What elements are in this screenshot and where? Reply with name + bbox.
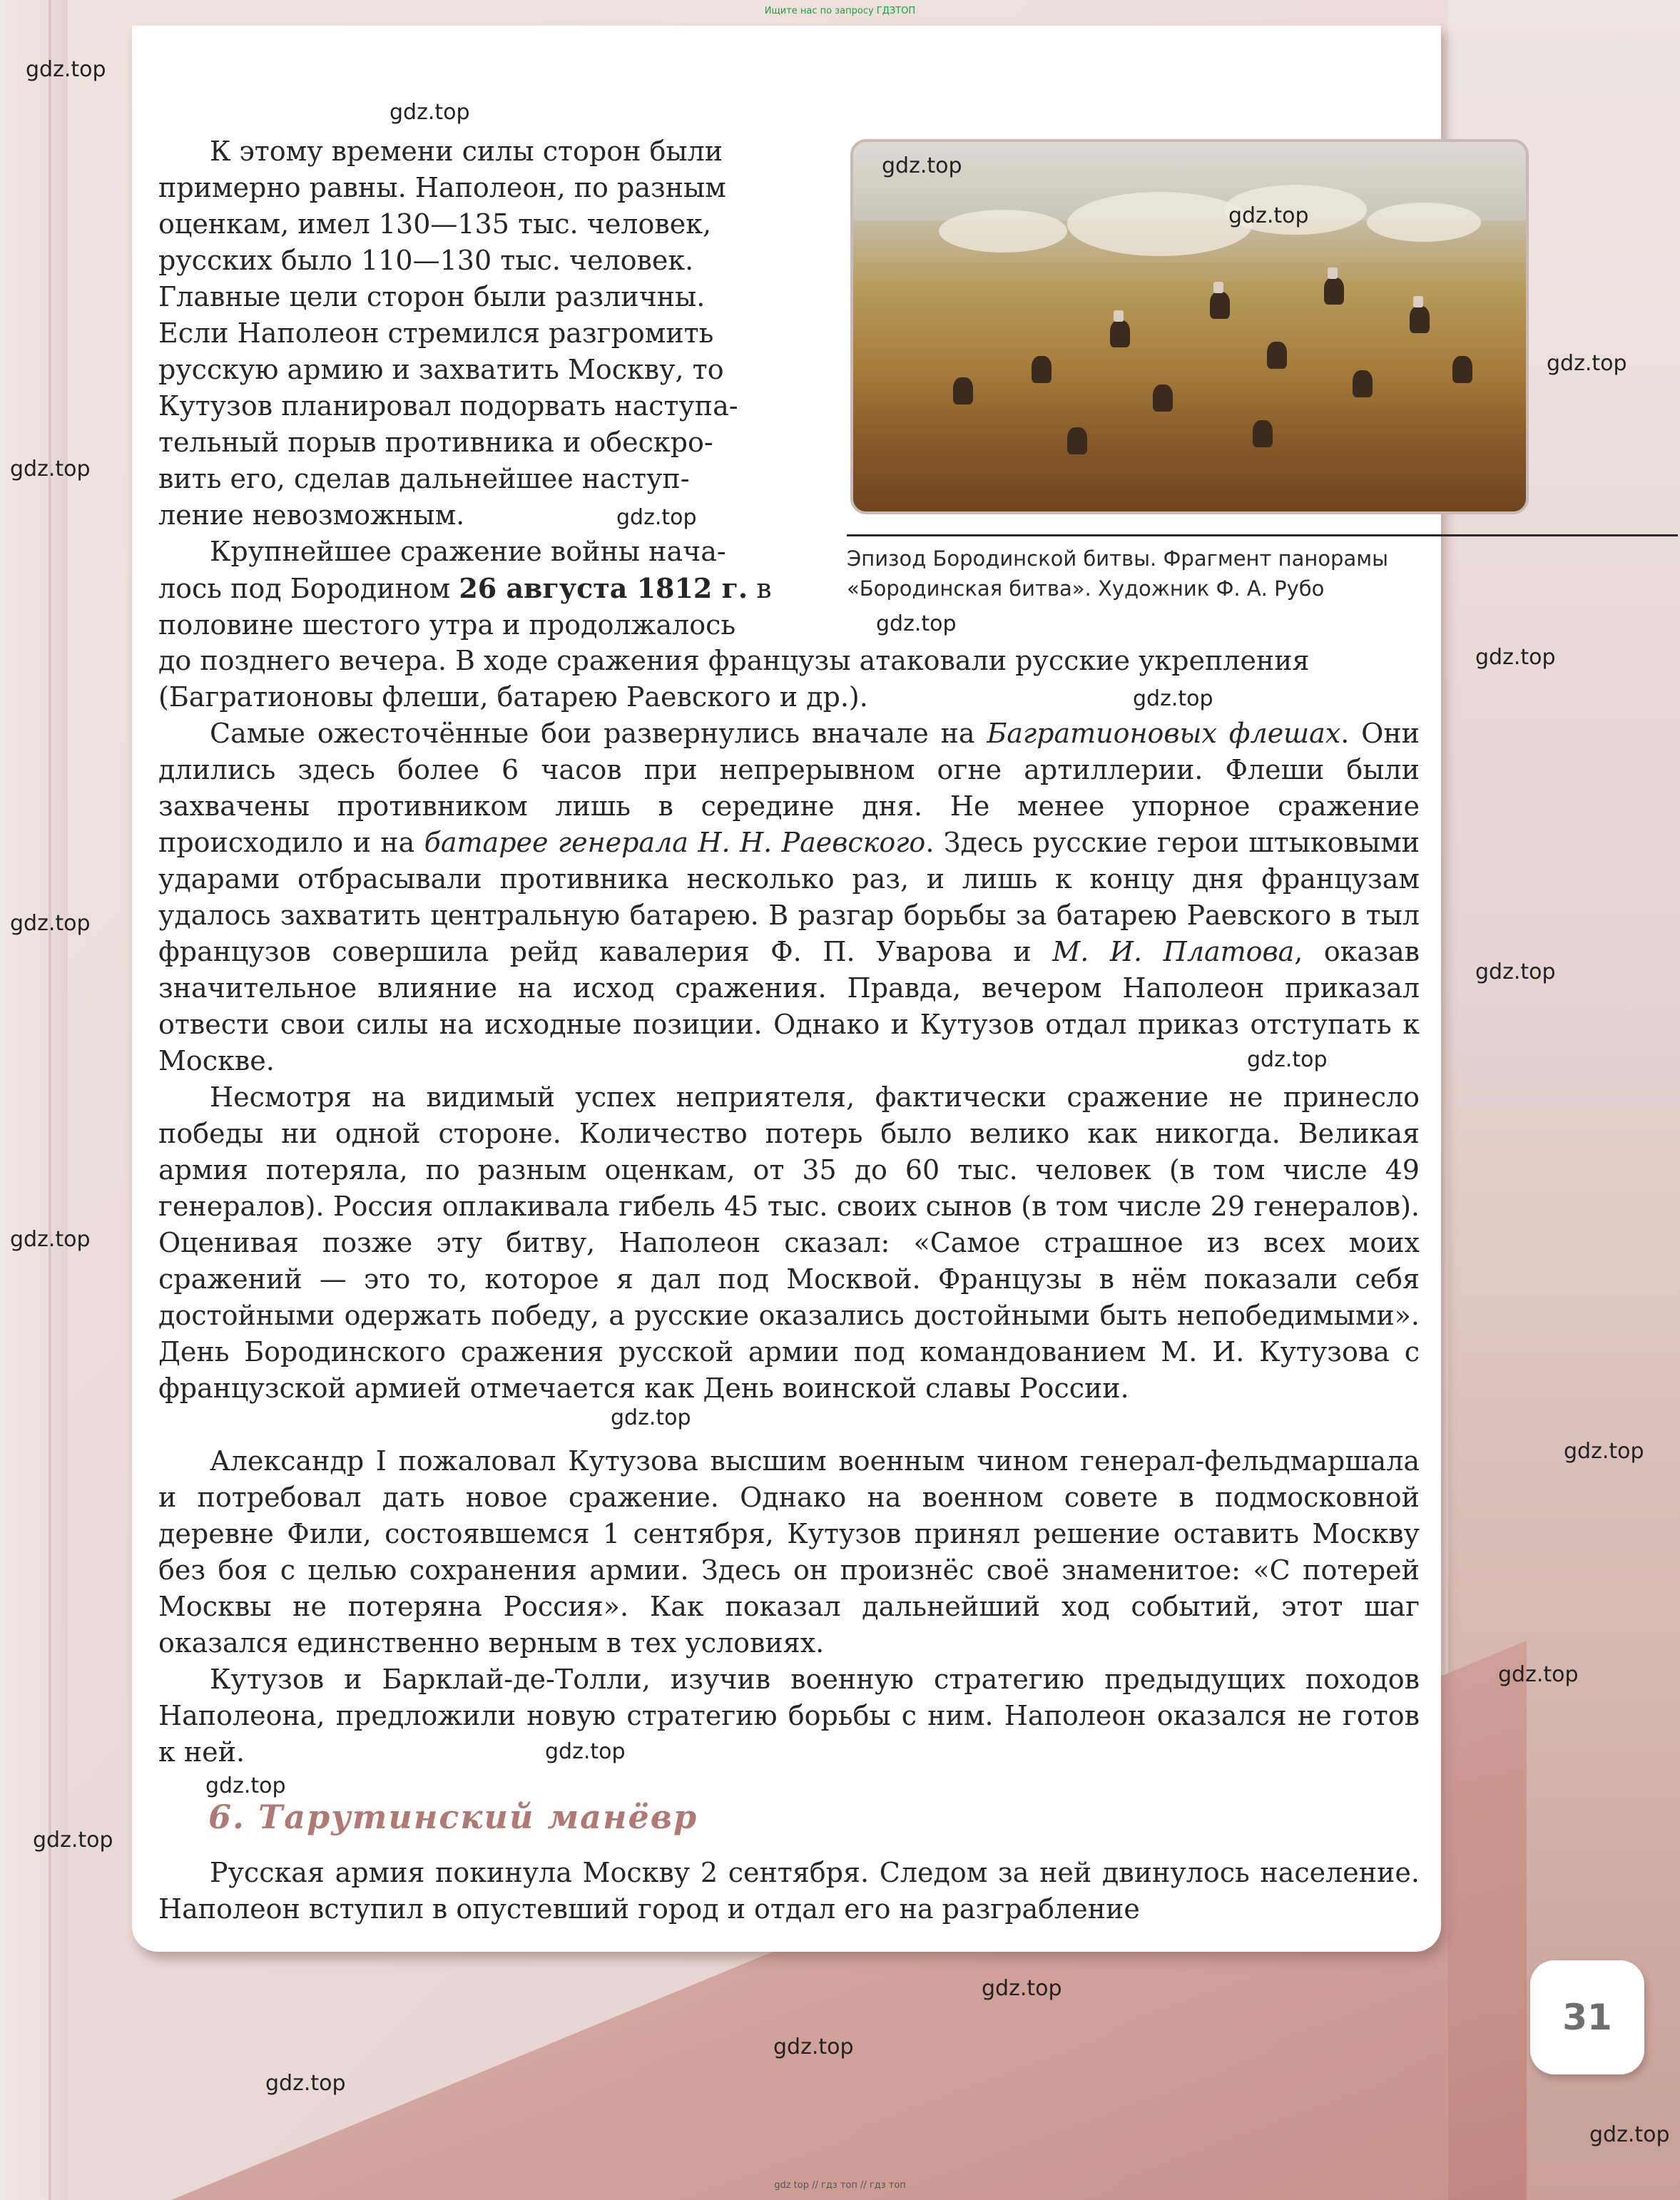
text-line: ление невозможным.: [158, 499, 465, 531]
watermark: gdz.top: [1475, 959, 1556, 984]
watermark: gdz.top: [773, 2035, 854, 2059]
text-line: примерно равны. Наполеон, по разным: [158, 172, 726, 203]
text-line: лось под Бородином 26 августа 1812 г. в: [158, 572, 772, 604]
text-line: русскую армию и захватить Москву, то: [158, 354, 724, 385]
watermark: gdz.top: [10, 1227, 91, 1252]
section-heading-6: 6. Тарутинский манёвр: [208, 1798, 698, 1836]
text-line: оценкам, имел 130—135 тыс. человек,: [158, 208, 712, 240]
text-line: К этому времени силы сторон были: [210, 136, 723, 167]
watermark: gdz.top: [1547, 351, 1627, 376]
battle-date: 26 августа 1812 г.: [459, 572, 748, 604]
top-note: Ищите нас по запросу ГДЗТОП: [764, 6, 916, 16]
term-bagration-flushes: Багратионовых флешах: [987, 718, 1341, 749]
battle-panorama-image: [850, 139, 1529, 514]
caption-line-1: Эпизод Бородинской битвы. Фрагмент панорамы: [847, 546, 1389, 571]
left-page-strip: [0, 0, 68, 2200]
text-line: Крупнейшее сражение войны нача-: [210, 536, 726, 567]
paragraph-6: Кутузов и Барклай-де-Толли, изучив военную стратегию предыдущих походов Наполеона, предложили новую стратегию борьбы с ним. Наполеон оказался не готов к ней.: [158, 1664, 1420, 1768]
text-line: Главные цели сторон были различны.: [158, 281, 706, 312]
text-line: тельный порыв противника и обескро-: [158, 427, 713, 458]
text-line: Кутузов планировал подорвать наступа-: [158, 390, 738, 422]
term-platov: М. И. Платова: [1052, 936, 1295, 967]
watermark: gdz.top: [545, 1739, 626, 1764]
caption-rule: [847, 534, 1678, 536]
text-line: Если Наполеон стремился разгромить: [158, 317, 714, 349]
bottom-note: gdz top // гдз топ // гдз топ: [774, 2180, 906, 2191]
watermark: gdz.top: [1133, 686, 1213, 711]
book-fold: [49, 0, 51, 2200]
watermark: gdz.top: [10, 911, 91, 936]
watermark: gdz.top: [611, 1405, 691, 1430]
text-line: половине шестого утра и продолжалось: [158, 609, 736, 641]
text-line: русских было 110—130 тыс. человек.: [158, 245, 694, 276]
paragraph-2-bottom: [158, 643, 1420, 715]
watermark: gdz.top: [1589, 2122, 1670, 2147]
watermark: gdz.top: [882, 153, 962, 178]
caption-line-2: «Бородинская битва». Художник Ф. А. Рубо: [847, 576, 1325, 601]
watermark: gdz.top: [876, 611, 957, 636]
watermark: gdz.top: [982, 1976, 1062, 2001]
text-line: (Багратионовы флеши, батарею Раевского и др.).: [158, 681, 868, 713]
text-line: до позднего вечера. В ходе сражения французы атаковали русские укрепления: [158, 645, 1310, 676]
watermark: gdz.top: [1475, 645, 1556, 670]
watermark: gdz.top: [33, 1828, 113, 1853]
watermark: gdz.top: [1564, 1439, 1644, 1464]
page-number: 31: [1530, 1960, 1644, 2074]
watermark: gdz.top: [390, 100, 470, 125]
watermark: gdz.top: [1228, 203, 1309, 228]
paragraph-2-top: [158, 534, 808, 643]
paragraph-5: Александр I пожаловал Кутузова высшим военным чином генерал-фельдмаршала и потребовал дать новое сражение. Однако на военном совете в подмосковной деревне Фили, состоявшемся 1 сентября, Кутузов принял решение оставить Москву без боя с целью сохранения армии. Здесь он произнёс своё знаменитое: «С потерей Москвы не потеряна Россия». Как показал дальнейший ход событий, этот шаг оказался единственно верным в тех условиях.: [158, 1445, 1420, 1659]
paragraph-4: Несмотря на видимый успех неприятеля, фактически сражение не принесло победы ни одной стороне. Количество потерь было велико как никогда. Великая армия потеряла, по разным оценкам, от 35 до 60 тыс. человек (в том числе 49 генералов). Россия оплакивала гибель 45 тыс. своих сынов (в том числе 29 генералов). Оценивая позже эту битву, Наполеон сказал: «Самое страшное из всех моих сражений — это то, которое я дал под Москвой. Французы в нём показали себя достойными одержать победу, а русские оказались достойными быть непобедимыми». День Бородинского сражения русской армии под командованием М. И. Кутузова с французской армией отмечается как День воинской славы России.: [158, 1081, 1420, 1404]
paragraph-1: [158, 133, 808, 534]
watermark: gdz.top: [205, 1773, 286, 1798]
watermark: gdz.top: [616, 505, 697, 530]
watermark: gdz.top: [26, 57, 106, 82]
paragraph-3: Самые ожесточённые бои развернулись вначале на Багратионовых флешах. Они длились здесь более 6 часов при непрерывном огне артиллерии. Флеши были захвачены противником лишь в середине дня. Не менее упорное сражение происходило и на батарее генерала Н. Н. Раевского. Здесь русские герои штыковыми ударами отбрасывали противника несколько раз, и лишь к концу дня французам удалось захватить центральную батарею. В разгар борьбы за батарею Раевского в тыл французов совершила рейд кавалерия Ф. П. Уварова и М. И. Платова, оказав значительное влияние на исход сражения. Правда, вечером Наполеон приказал отвести свои силы на исходные позиции. Однако и Кутузов отдал приказ отступать к Москве.: [158, 718, 1420, 1076]
watermark: gdz.top: [1498, 1662, 1579, 1687]
paragraph-7: Русская армия покинула Москву 2 сентября. Следом за ней двинулось население. Наполеон вступил в опустевший город и отдал его на разграбление: [158, 1857, 1420, 1925]
text-line: вить его, сделав дальнейшее наступ-: [158, 463, 690, 494]
term-raevsky-battery: батарее генерала Н. Н. Раевского: [424, 827, 926, 858]
image-caption: [847, 544, 1489, 604]
watermark: gdz.top: [265, 2071, 346, 2096]
watermark: gdz.top: [1247, 1047, 1328, 1072]
watermark: gdz.top: [10, 457, 91, 482]
